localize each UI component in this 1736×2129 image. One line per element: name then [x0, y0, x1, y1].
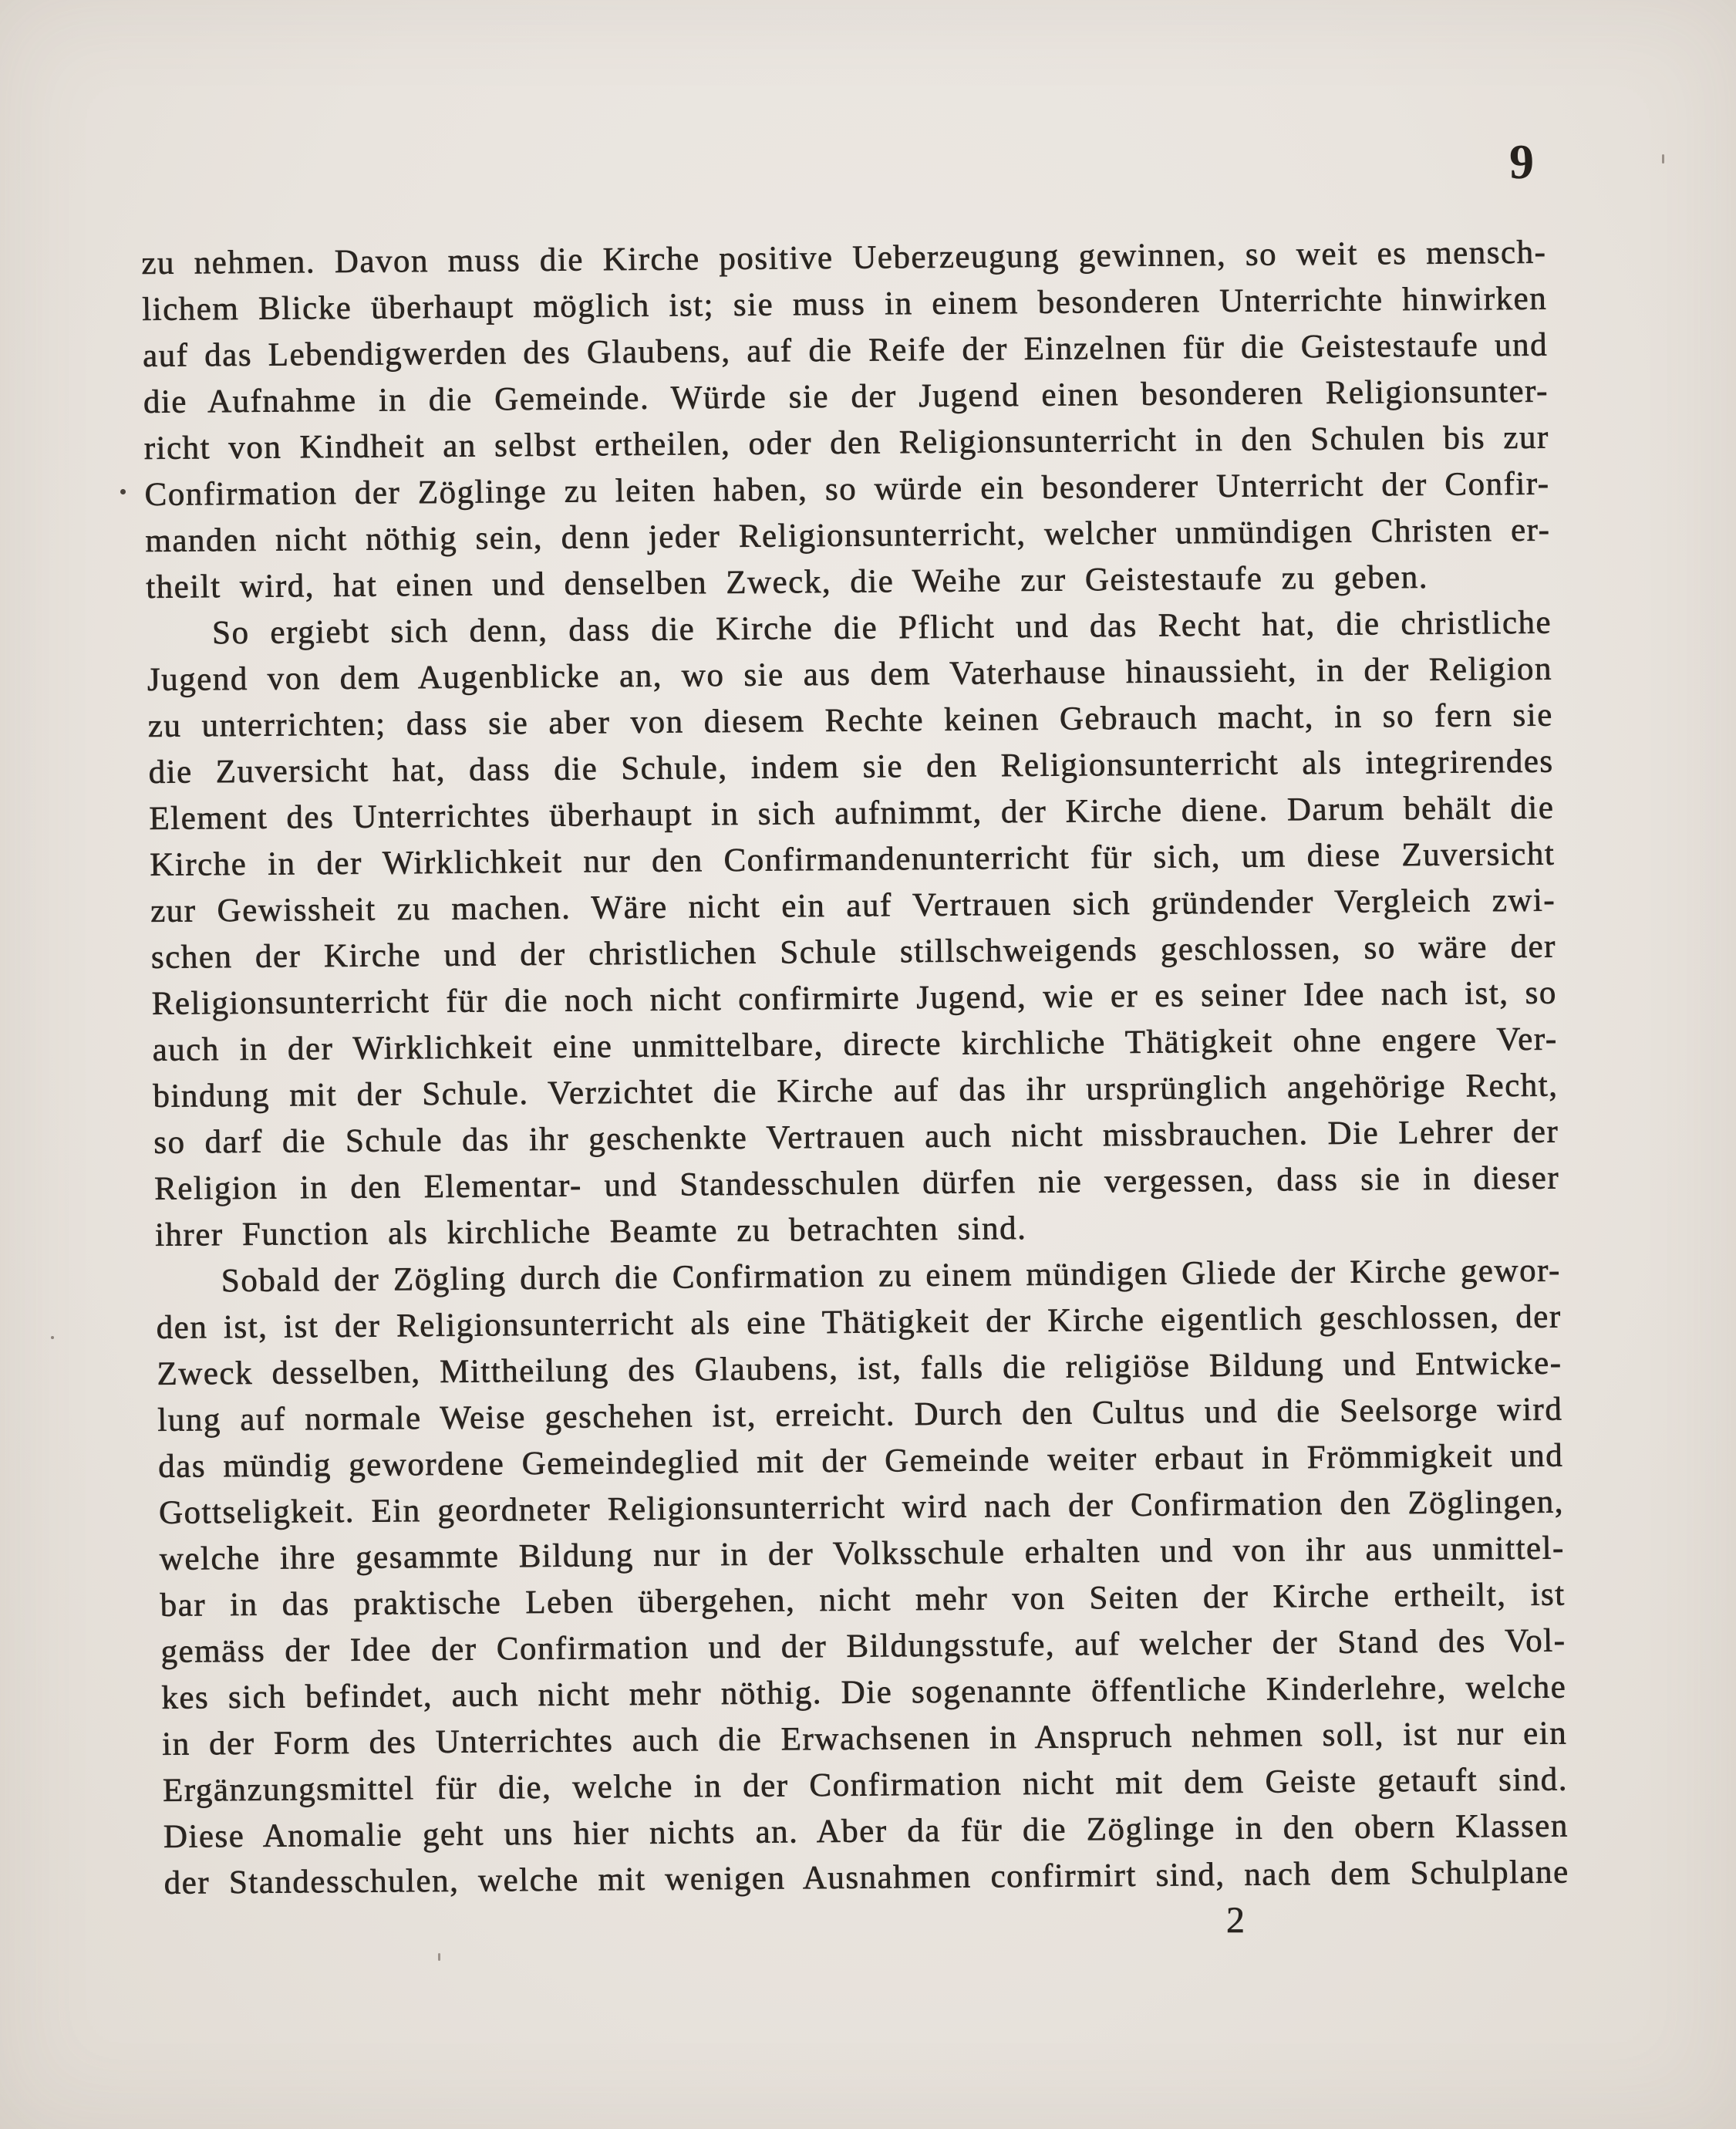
text-line: die Aufnahme in die Gemeinde. Würde sie der Jugend einen besonderen Religionsunter- — [143, 373, 1549, 420]
text-line: Religion in den Elementar- und Standesschulen dürfen nie vergessen, dass sie in dieser — [153, 1159, 1560, 1207]
text-line: lichem Blicke überhaupt möglich ist; sie muss in einem besonderen Unterrichte hinwirken — [141, 280, 1548, 328]
text-line: Kirche in der Wirklichkeit nur den Confirmandenunterricht für sich, um diese Zuversicht — [149, 835, 1556, 883]
text-line: auch in der Wirklichkeit eine unmittelbare, directe kirchliche Thätigkeit ohne engere Ver- — [152, 1021, 1558, 1068]
text-line: lung auf normale Weise geschehen ist, erreicht. Durch den Cultus und die Seelsorge wird — [157, 1391, 1563, 1439]
paragraph-3 — [155, 1248, 1569, 1907]
text-line: So ergiebt sich denn, dass die Kirche die Pflicht und das Recht hat, die christliche — [211, 604, 1552, 652]
text-line: Confirmation der Zöglinge zu leiten haben, so würde ein besonderer Unterricht der Confir- — [144, 465, 1550, 513]
text-line: zu nehmen. Davon muss die Kirche positive Ueberzeugung gewinnen, so weit es mensch- — [141, 234, 1547, 282]
paragraph-1 — [141, 230, 1552, 611]
page-number: 9 — [1509, 134, 1534, 189]
text-line: richt von Kindheit an selbst ertheilen, oder den Religionsunterricht in den Schulen bis zur — [143, 419, 1550, 467]
text-line: gemäss der Idee der Confirmation und der Bildungsstufe, auf welcher der Stand des Vol- — [160, 1622, 1566, 1670]
text-line: bar in das praktische Leben übergehen, nicht mehr von Seiten der Kirche ertheilt, ist — [160, 1576, 1566, 1624]
text-line: der Standesschulen, welche mit wenigen Ausnahmen confirmirt sind, nach dem Schulplane — [163, 1854, 1570, 1901]
text-line: so darf die Schule das ihr geschenkte Vertrauen auch nicht missbrauchen. Die Lehrer der — [153, 1113, 1559, 1161]
paragraph-2 — [147, 600, 1561, 1259]
text-line: Diese Anomalie geht uns hier nichts an. Aber da für die Zöglinge in den obern Klassen — [163, 1807, 1569, 1855]
body-text — [141, 230, 1569, 1907]
text-line: zur Gewissheit zu machen. Wäre nicht ein auf Vertrauen sich gründender Vergleich zwi- — [150, 882, 1556, 930]
text-line: theilt wird, hat einen und denselben Zweck, die Weihe zur Geistestaufe zu geben. — [145, 558, 1429, 606]
text-line: bindung mit der Schule. Verzichtet die Kirche auf das ihr ursprünglich angehörige Recht, — [153, 1067, 1559, 1115]
text-line: kes sich befindet, auch nicht mehr nöthig. Die sogenannte öffentliche Kinderlehre, welche — [161, 1668, 1567, 1716]
text-line: Sobald der Zögling durch die Confirmation zu einem mündigen Gliede der Kirche gewor- — [221, 1252, 1562, 1300]
text-line: in der Form des Unterrichtes auch die Erwachsenen in Anspruch nehmen soll, ist nur ein — [161, 1715, 1568, 1763]
text-line: manden nicht nöthig sein, denn jeder Religionsunterricht, welcher unmündigen Christen er- — [145, 511, 1551, 559]
text-line: Gottseligkeit. Ein geordneter Religionsunterricht wird nach der Confirmation den Zöglingen, — [158, 1483, 1565, 1531]
text-line: welche ihre gesammte Bildung nur in der Volksschule erhalten und von ihr aus unmittel- — [159, 1530, 1566, 1577]
text-line: Element des Unterrichtes überhaupt in sich aufnimmt, der Kirche diene. Darum behält die — [149, 789, 1555, 837]
paper-speck — [51, 1336, 54, 1339]
text-line: ihrer Function als kirchliche Beamte zu betrachten sind. — [154, 1210, 1027, 1253]
text-line: schen der Kirche und der christlichen Schule stillschweigends geschlossen, so wäre der — [150, 928, 1557, 976]
text-line: Jugend von dem Augenblicke an, wo sie aus dem Vaterhause hinaussieht, in der Religion — [147, 650, 1553, 698]
text-line: das mündig gewordene Gemeindeglied mit der Gemeinde weiter erbaut in Frömmigkeit und — [157, 1437, 1564, 1485]
text-line: Ergänzungsmittel für die, welche in der Confirmation nicht mit dem Geiste getauft sind. — [162, 1761, 1569, 1809]
text-line: Religionsunterricht für die noch nicht confirmirte Jugend, wie er es seiner Idee nach ist, so — [151, 974, 1558, 1022]
ink-speck — [120, 489, 126, 494]
text-line: Zweck desselben, Mittheilung des Glaubens, ist, falls die religiöse Bildung und Entwicke- — [157, 1345, 1562, 1392]
text-line: die Zuversicht hat, dass die Schule, indem sie den Religionsunterricht als integrirendes — [148, 743, 1554, 791]
text-line: den ist, ist der Religionsunterricht als eine Thätigkeit der Kirche eigentlich geschlossen, der — [156, 1298, 1562, 1346]
text-line: auf das Lebendigwerden des Glaubens, auf die Reife der Einzelnen für die Geistestaufe und — [142, 326, 1549, 374]
paper-speck — [1662, 154, 1664, 164]
paper-speck — [438, 1953, 440, 1961]
text-line: zu unterrichten; dass sie aber von diesem Rechte keinen Gebrauch macht, in so fern sie — [147, 697, 1554, 744]
signature-mark: 2 — [1226, 1900, 1245, 1941]
